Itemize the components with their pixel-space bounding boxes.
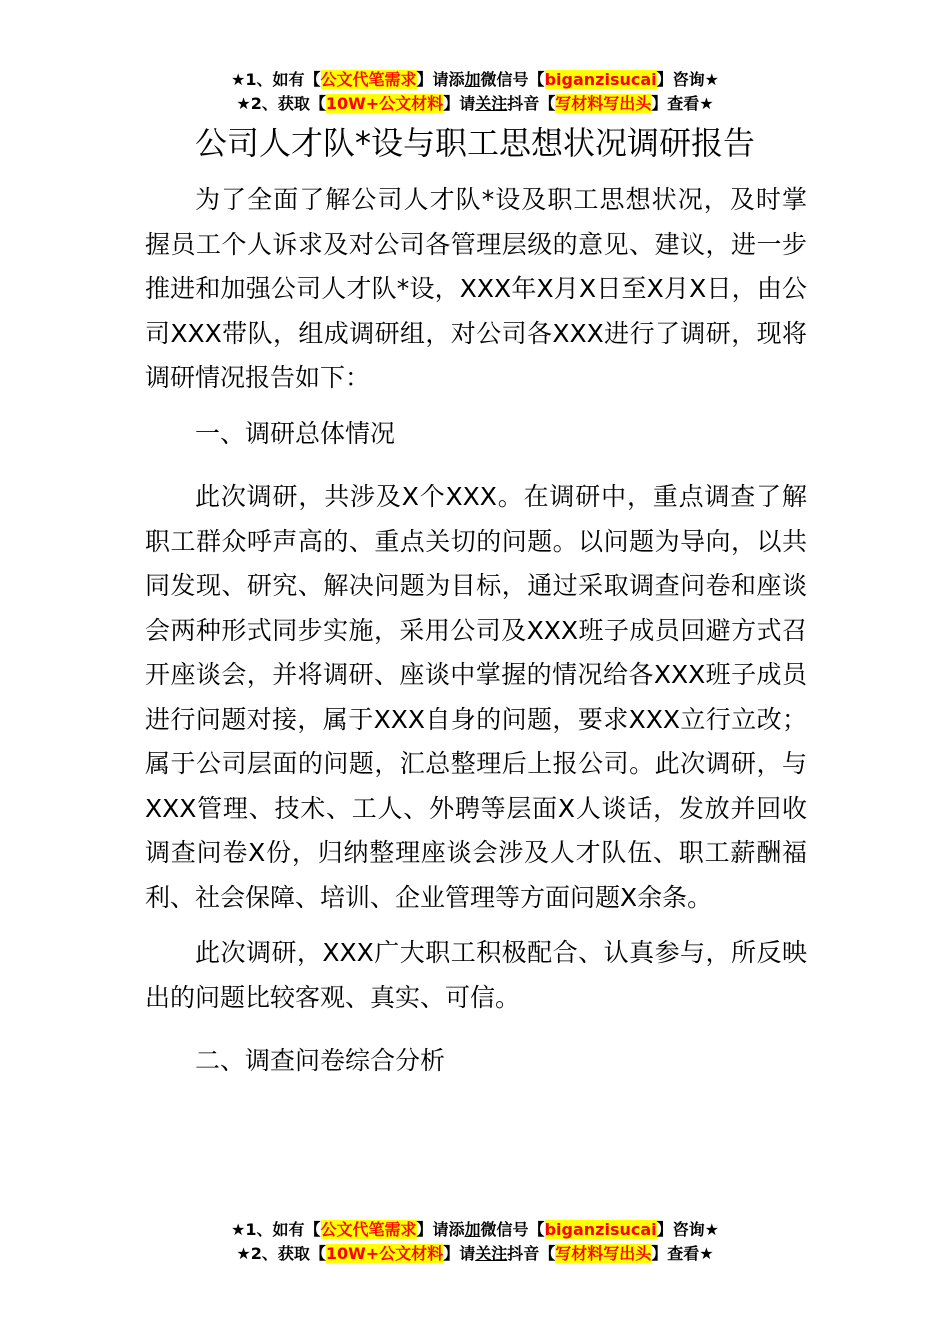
promo-text: 】请 (443, 1244, 476, 1263)
promo-line-1 (0, 68, 950, 92)
document-body (145, 178, 807, 1095)
section-heading-1: 一、调研总体情况 (195, 418, 396, 448)
promo-text: 】请 (443, 94, 476, 113)
section-heading-2: 二、调查问卷综合分析 (195, 1046, 446, 1075)
promo-highlight: 10W+公文材料 (325, 94, 444, 113)
douyin-account-highlight: 写材料写出头 (555, 1244, 652, 1263)
promo-text: 抖音【 (507, 1244, 556, 1263)
promo-text: 抖音【 (507, 94, 556, 113)
promo-text: 】咨询★ (656, 70, 719, 89)
promo-underlined-text: 加 (464, 1220, 481, 1239)
promo-text: 】请添 (416, 1220, 465, 1239)
promo-line-1 (0, 1218, 950, 1242)
body-paragraph: 此次调研，XXX广大职工积极配合、认真参与，所反映出的问题比较客观、真实、可信。 (145, 938, 807, 1012)
promo-text: ★2、获取【 (236, 94, 326, 113)
promo-text: 】咨询★ (656, 1220, 719, 1239)
promo-text: 微信号【 (480, 70, 545, 89)
promo-text: ★2、获取【 (236, 1244, 326, 1263)
douyin-account-highlight: 写材料写出头 (555, 94, 652, 113)
promo-highlight: 公文代笔需求 (320, 1220, 417, 1239)
promo-highlight: 10W+公文材料 (325, 1244, 444, 1263)
promo-underlined-text: 加 (464, 70, 481, 89)
promo-underlined-text: 关注 (475, 94, 508, 113)
promo-line-2 (0, 92, 950, 116)
promo-text: 微信号【 (480, 1220, 545, 1239)
document-title: 公司人才队*设与职工思想状况调研报告 (194, 124, 755, 162)
promo-text: 】查看★ (651, 1244, 714, 1263)
wechat-id-highlight: biganzisucai (544, 70, 657, 89)
promo-text: ★1、如有【 (231, 1220, 321, 1239)
promo-underlined-text: 关注 (475, 1244, 508, 1263)
wechat-id-highlight: biganzisucai (544, 1220, 657, 1239)
promo-text: 】查看★ (651, 94, 714, 113)
promo-highlight: 公文代笔需求 (320, 70, 417, 89)
body-paragraph: 此次调研，共涉及X个XXX。在调研中，重点调查了解职工群众呼声高的、重点关切的问题。以问题为导向，以共同发现、研究、解决问题为目标，通过采取调查问卷和座谈会两种形式同步实施，采用公司及XXX班子成员回避方式召开座谈会，并将调研、座谈中掌握的情况给各XXX班子成员进行问题对接，属于XXX自身的问题，要求XXX立行立改；属于公司层面的问题，汇总整理后上报公司。此次调研，与XXX管理、技术、工人、外聘等层面X人谈话，发放并回收调查问卷X份，归纳整理座谈会涉及人才队伍、职工薪酬福利、社会保障、培训、企业管理等方面问题X余条。 (145, 482, 807, 912)
promo-banner-bottom (0, 1218, 950, 1266)
promo-text: 】请添 (416, 70, 465, 89)
promo-text: ★1、如有【 (231, 70, 321, 89)
intro-paragraph: 为了全面了解公司人才队*设及职工思想状况，及时掌握员工个人诉求及对公司各管理层级的意见、建议，进一步推进和加强公司人才队*设，XXX年X月X日至X月X日，由公司XXX带队，组成调研组，对公司各XXX进行了调研，现将调研情况报告如下： (145, 185, 807, 392)
promo-banner-top (0, 68, 950, 116)
promo-line-2 (0, 1242, 950, 1266)
